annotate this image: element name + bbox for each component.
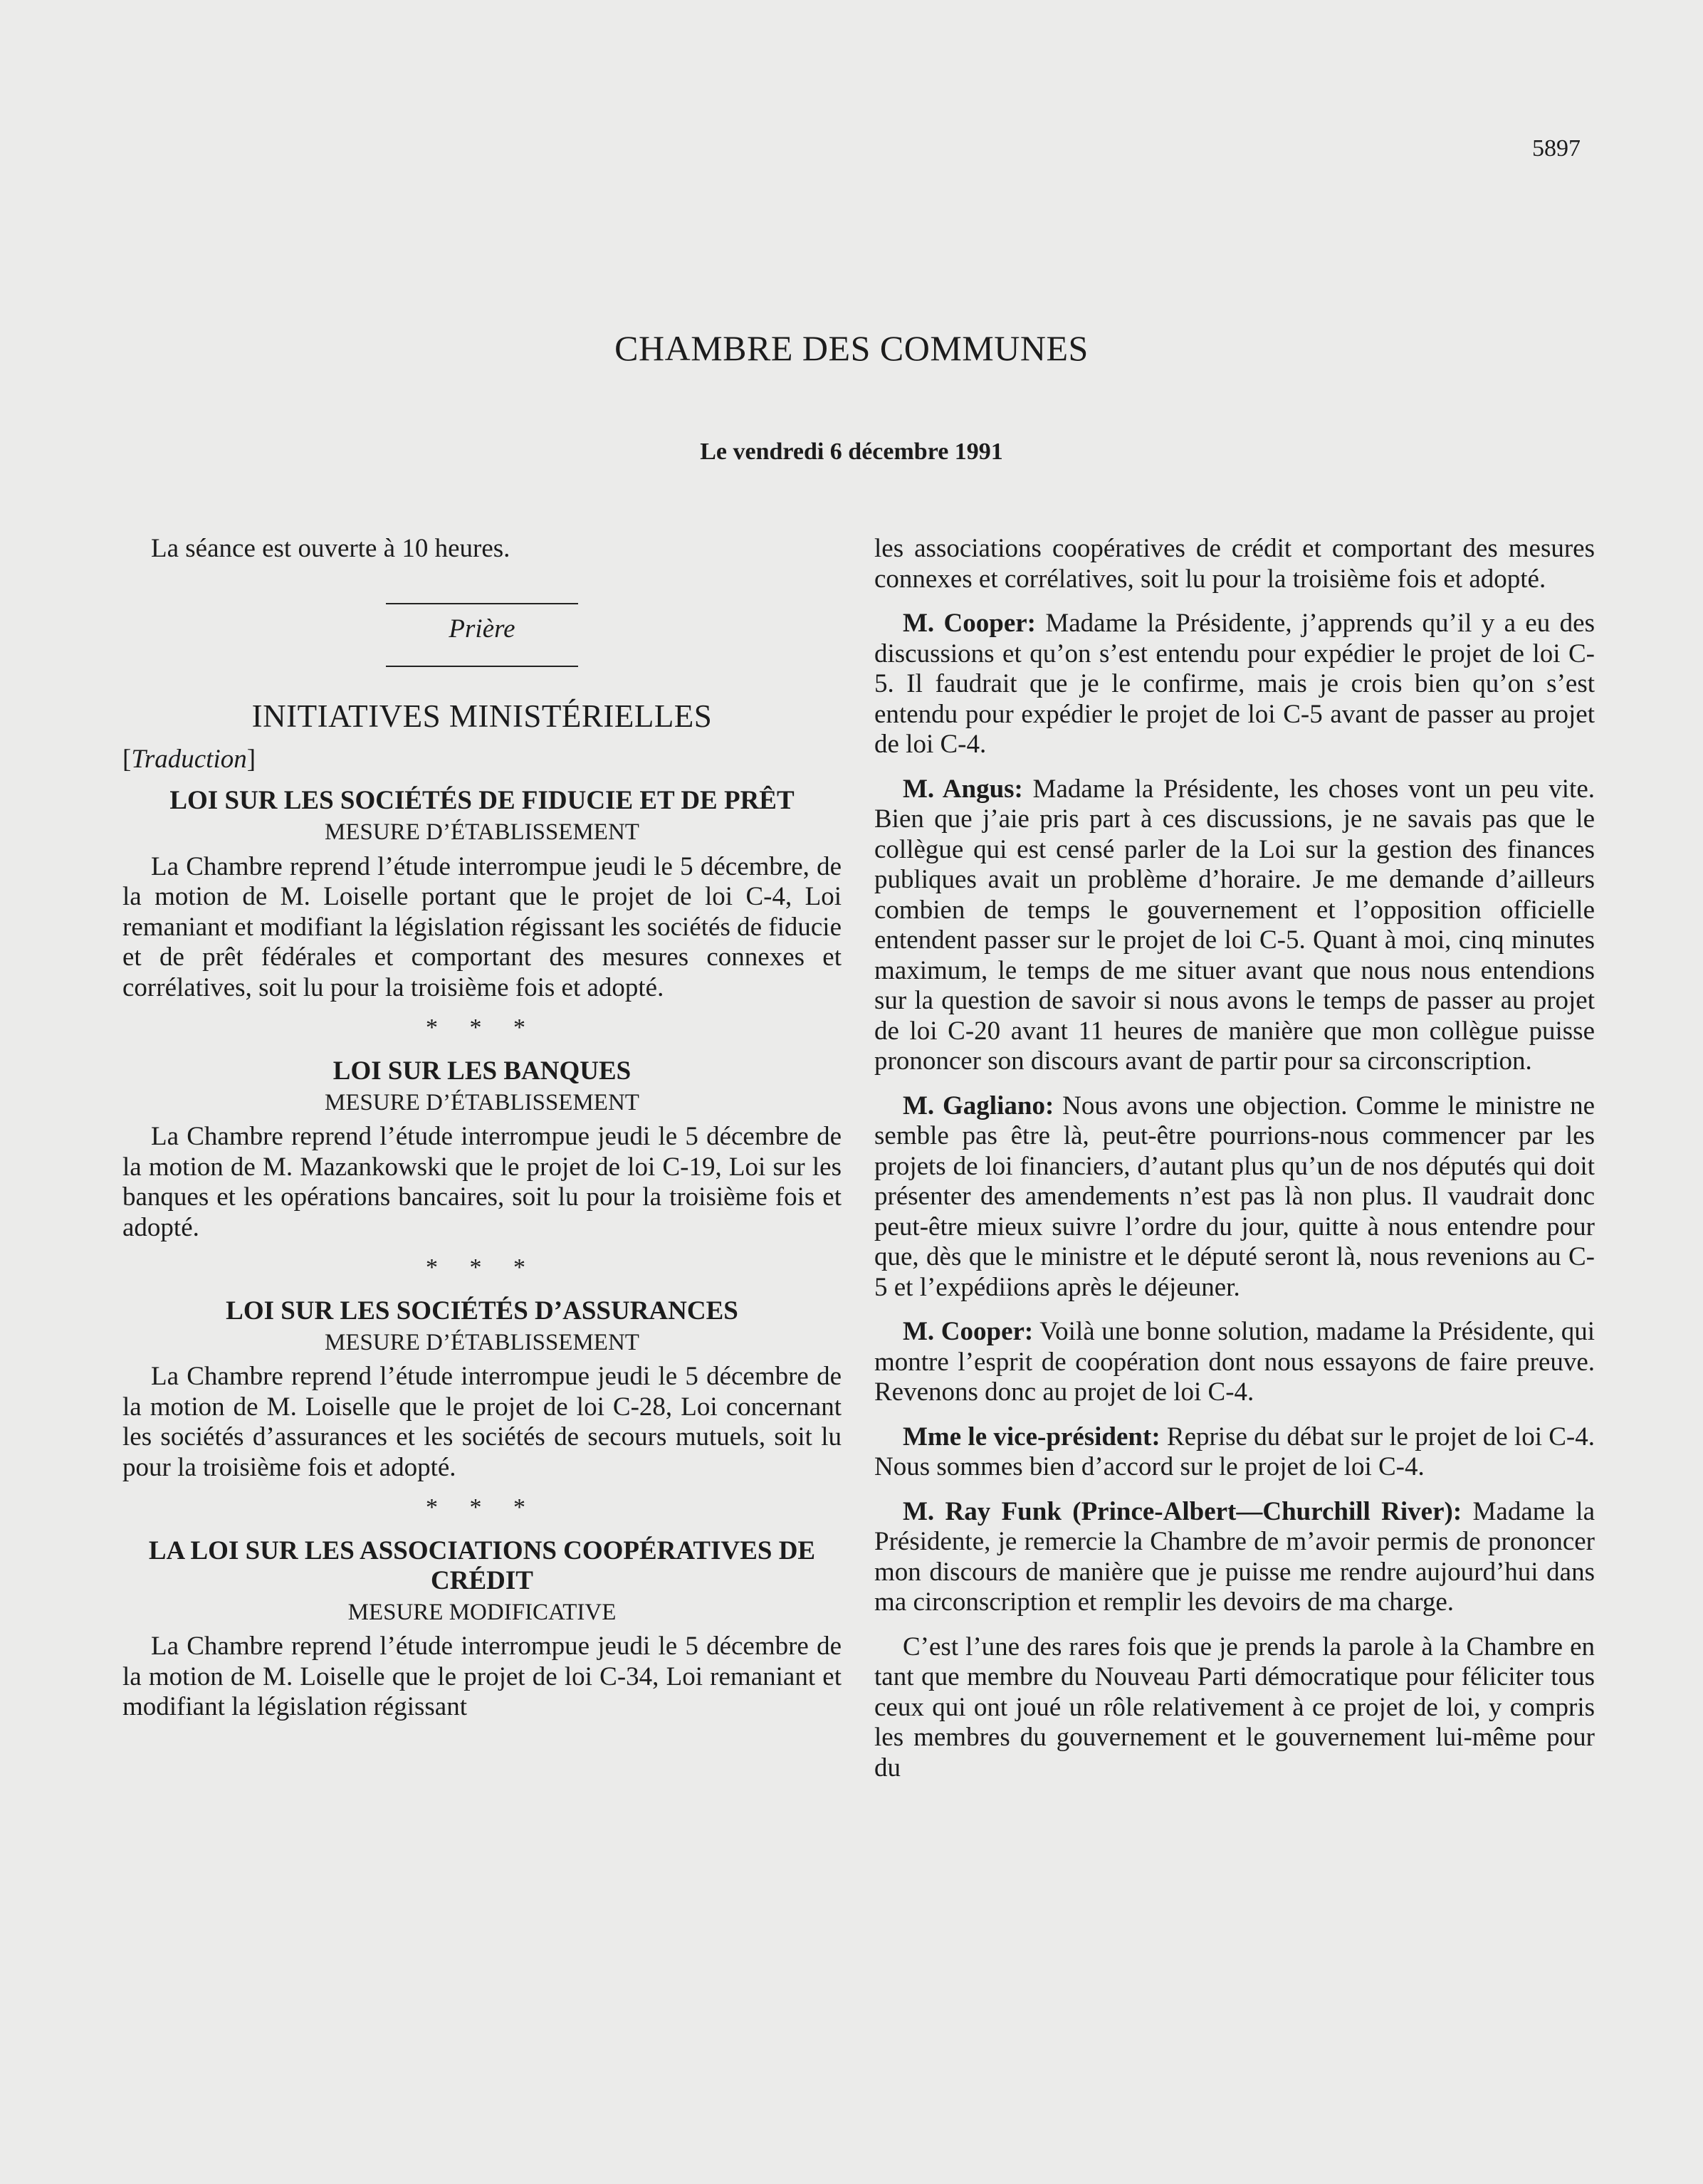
- speech-paragraph: [874, 609, 1595, 760]
- right-column: [874, 534, 1595, 1783]
- opening-line: La séance est ouverte à 10 heures.: [151, 534, 510, 563]
- speaker-name: Mme le vice-président:: [903, 1422, 1160, 1451]
- bill-title: LOI SUR LES SOCIÉTÉS D’ASSURANCES: [226, 1296, 738, 1325]
- speech-paragraph: [874, 1497, 1595, 1618]
- divider: [386, 603, 578, 604]
- speaker-name: M. Gagliano:: [903, 1091, 1054, 1120]
- speaker-name: M. Cooper:: [903, 1317, 1034, 1346]
- speech-text: Madame la Présidente, je remercie la Chambre de m’avoir permis de prononcer mon discours de manière que je puisse me rendre aujourd’hui dans ma circonscription et remplir les devoirs de ma charge.: [874, 1496, 1595, 1617]
- continued-paragraph: les associations coopératives de crédit et comportant des mesures connexes et corrélatives, soit lu pour la troisième fois et adopté.: [874, 534, 1595, 594]
- speech-text: Madame la Présidente, les choses vont un peu vite. Bien que j’aie pris part à ces discussions, je ne savais pas que le collègue qui est censé parler de la Loi sur la gestion des finances publiques avait un problème d’horaire. Je me demande d’ailleurs combien de temps le gouvernement et l’opposition officielle entendent passer sur le projet de loi C-5. Quant à moi, cinq minutes maximum, le temps de me situer avant que nous nous entendions sur la question de savoir si nous avons le temps de passer au projet de loi C-20 avant 11 heures de manière que mon collègue puisse prononcer son discours avant de partir pour sa circonscription.: [874, 774, 1595, 1076]
- bill-subtitle: MESURE MODIFICATIVE: [347, 1599, 617, 1625]
- speaker-name: M. Angus:: [903, 774, 1023, 804]
- bill-subtitle: MESURE D’ÉTABLISSEMENT: [325, 1089, 639, 1115]
- section-heading: INITIATIVES MINISTÉRIELLES: [251, 698, 713, 734]
- page-number: 5897: [1532, 135, 1581, 162]
- speech-text: Madame la Présidente, j’apprends qu’il y a eu des discussions et qu’on s’est entendu pour expédier le projet de loi C-5. Il faudrait que je le confirme, mais je crois bien qu’on s’est entendu pour expédier le projet de loi C-5 avant de passer au projet de loi C-4.: [874, 609, 1595, 759]
- bill-paragraph: La Chambre reprend l’étude interrompue jeudi le 5 décembre de la motion de M. Loiselle que le projet de loi C-28, Loi concernant les sociétés d’assurances et les sociétés de secours mutuels, soit lu pour la troisième fois et adopté.: [122, 1362, 842, 1482]
- divider: [386, 666, 578, 667]
- speech-paragraph: [874, 1422, 1595, 1483]
- speaker-name: M. Cooper:: [903, 609, 1036, 638]
- page-title: CHAMBRE DES COMMUNES: [614, 328, 1089, 368]
- sitting-date: Le vendredi 6 décembre 1991: [700, 439, 1003, 465]
- separator-stars: * * *: [426, 1494, 538, 1521]
- closing-paragraph: C’est l’une des rares fois que je prends la parole à la Chambre en tant que membre du Nouveau Parti démocratique pour féliciter tous ceux qui ont joué un rôle relativement à ce projet de loi, y compris les membres du gouvernement et le gouvernement lui-même pour du: [874, 1632, 1595, 1783]
- bill-paragraph: La Chambre reprend l’étude interrompue jeudi le 5 décembre, de la motion de M. Loiselle portant que le projet de loi C-4, Loi remaniant et modifiant la législation régissant les sociétés de fiducie et de prêt fédérales et comportant des mesures connexes et corrélatives, soit lu pour la troisième fois et adopté.: [122, 851, 842, 1002]
- speech-text: Nous avons une objection. Comme le ministre ne semble pas être là, peut-être pourrions-nous commencer par les projets de loi financiers, d’autant plus qu’un de nos députés qui doit présenter des amendements n’est pas là non plus. Il vaudrait donc peut-être mieux suivre l’ordre du jour, quitte à nous entendre pour que, dès que le ministre et le député seront là, nous revenions au C-5 et l’expédiions après le déjeuner.: [874, 1091, 1595, 1302]
- speech-paragraph: [874, 1317, 1595, 1408]
- speech-text: Voilà une bonne solution, madame la Présidente, qui montre l’esprit de coopération dont nous essayons de faire preuve. Revenons donc au projet de loi C-4.: [874, 1317, 1595, 1407]
- separator-stars: * * *: [426, 1014, 538, 1041]
- prayer-heading: Prière: [449, 614, 515, 644]
- speech-paragraph: [874, 1091, 1595, 1303]
- translation-note: [Traduction]: [122, 744, 256, 774]
- bill-subtitle: MESURE D’ÉTABLISSEMENT: [325, 1329, 639, 1355]
- speaker-name: M. Ray Funk (Prince-Albert—Churchill River):: [903, 1496, 1462, 1526]
- bill-title: LOI SUR LES SOCIÉTÉS DE FIDUCIE ET DE PRÊT: [169, 786, 795, 815]
- bill-paragraph: La Chambre reprend l’étude interrompue jeudi le 5 décembre de la motion de M. Mazankowski que le projet de loi C-19, Loi sur les banques et les opérations bancaires, soit lu pour la troisième fois et adopté.: [122, 1122, 842, 1242]
- bill-title: LOI SUR LES BANQUES: [332, 1056, 632, 1086]
- bill-subtitle: MESURE D’ÉTABLISSEMENT: [325, 819, 639, 845]
- bill-title: LA LOI SUR LES ASSOCIATIONS COOPÉRATIVES DE CRÉDIT: [148, 1535, 816, 1595]
- speech-text: Reprise du débat sur le projet de loi C-4. Nous sommes bien d’accord sur le projet de loi C-4.: [874, 1422, 1595, 1481]
- separator-stars: * * *: [426, 1254, 538, 1281]
- speech-paragraph: [874, 775, 1595, 1077]
- left-column: [122, 534, 842, 1723]
- bill-paragraph: La Chambre reprend l’étude interrompue jeudi le 5 décembre de la motion de M. Loiselle que le projet de loi C-34, Loi remaniant et modifiant la législation régissant: [122, 1632, 842, 1721]
